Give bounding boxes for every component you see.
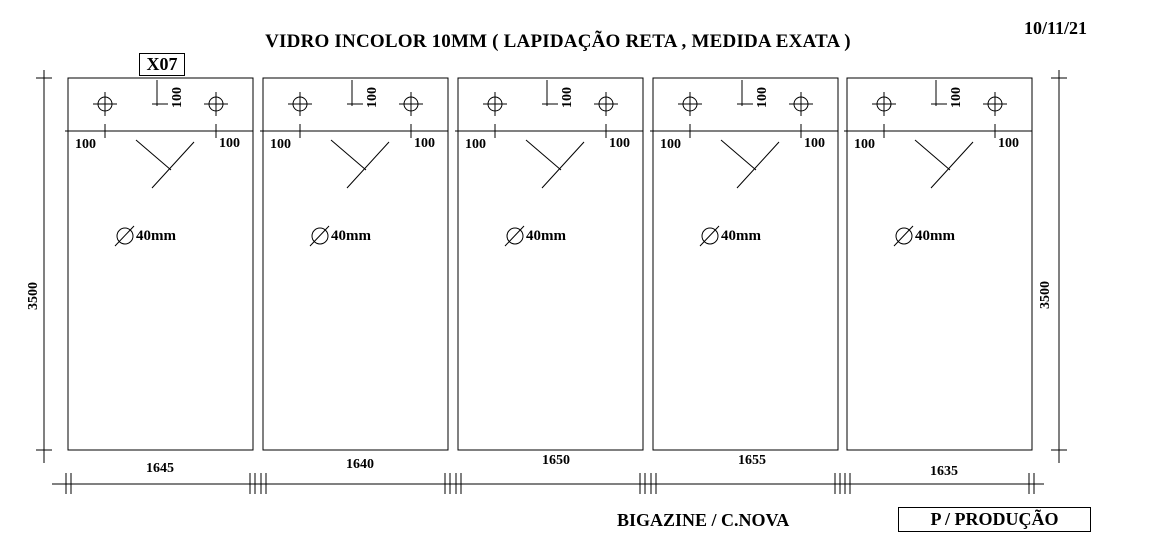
cut-mark [721,140,756,170]
diameter-icon-slash [505,226,524,246]
panel-offset-right: 100 [804,136,825,151]
cut-mark [737,142,779,188]
diameter-icon-slash [115,226,134,246]
glass-panel [458,78,643,450]
panel-hole-diameter: 40mm [915,228,955,244]
cut-mark [915,140,950,170]
production-stamp: P / PRODUÇÃO [898,507,1091,532]
cut-mark [152,142,194,188]
panel-offset-left: 100 [660,137,681,152]
panel-hole-diameter: 40mm [721,228,761,244]
panel-offset-left: 100 [75,137,96,152]
glass-panel [68,78,253,450]
panel-offset-top: 100 [755,87,770,108]
diameter-icon-slash [700,226,719,246]
panel-width-dimension: 1635 [930,464,958,479]
height-dimension-right: 3500 [1038,281,1053,309]
cut-mark [347,142,389,188]
panel-offset-right: 100 [414,136,435,151]
panel-offset-top: 100 [949,87,964,108]
client-name: BIGAZINE / C.NOVA [617,510,790,530]
diameter-icon-slash [894,226,913,246]
cut-mark [542,142,584,188]
panel-hole-diameter: 40mm [331,228,371,244]
panel-hole-diameter: 40mm [526,228,566,244]
height-dimension-left: 3500 [26,282,41,310]
panel-offset-right: 100 [998,136,1019,151]
diameter-icon-slash [310,226,329,246]
panel-hole-diameter: 40mm [136,228,176,244]
cut-mark [526,140,561,170]
panel-offset-left: 100 [465,137,486,152]
drawing-date: 10/11/21 [1024,18,1088,38]
panel-offset-top: 100 [365,87,380,108]
panel-width-dimension: 1655 [738,453,766,468]
panel-offset-top: 100 [560,87,575,108]
glass-panel [653,78,838,450]
panel-offset-top: 100 [170,87,185,108]
drawing-title: VIDRO INCOLOR 10MM ( LAPIDAÇÃO RETA , MEDIDA EXATA ) [265,31,851,52]
panel-offset-right: 100 [609,136,630,151]
glass-panel [263,78,448,450]
drawing-tag: X07 [139,53,185,76]
panel-width-dimension: 1640 [346,457,374,472]
panel-offset-right: 100 [219,136,240,151]
glass-panel [847,78,1032,450]
panel-offset-left: 100 [270,137,291,152]
panel-offset-left: 100 [854,137,875,152]
cut-mark [331,140,366,170]
panel-width-dimension: 1645 [146,461,174,476]
cut-mark [136,140,171,170]
panel-width-dimension: 1650 [542,453,570,468]
cut-mark [931,142,973,188]
